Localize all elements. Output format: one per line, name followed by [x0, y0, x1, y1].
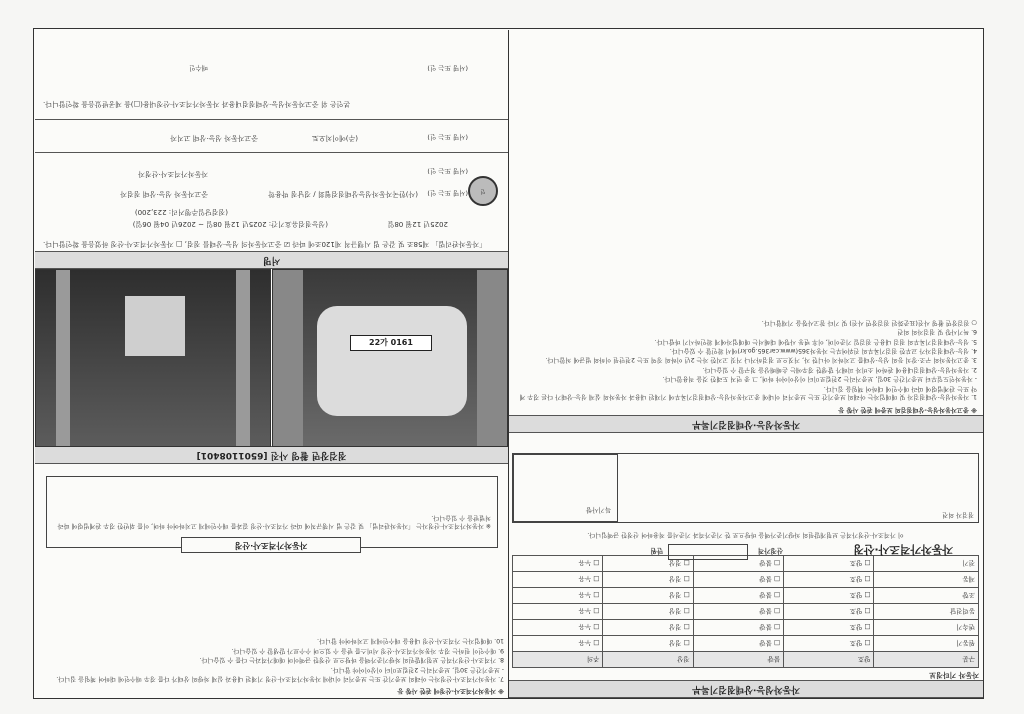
table-cell: □ 양호 [784, 604, 874, 620]
table-cell: 정상 [603, 652, 693, 668]
dealer-sign-label: (서명 또는 인) [427, 133, 468, 141]
table-cell: □ 양호 [784, 636, 874, 652]
buyer-label: 매수인 [189, 64, 208, 72]
right-notice-paragraph: 9. 매수인이 원하는 경우 자동차가격조사·산정 서비스를 받을 수 있으며 수수료가 발생할 수 있습니다. [231, 646, 504, 654]
right-notice-paragraphs [39, 635, 504, 682]
price-note: 이 가격조사·산정가격은 보험개발원의 차량기준가액을 바탕으로 한 기준가격과 기준서를 적용하여 산정한 금액입니다. [587, 531, 904, 538]
left-notice-paragraph: 3. 중고자동차의 구조·장치 등의 성능·상태를 고지하지 아니한 자, 거짓으로 점검하거나 거짓 고지한 자는 2년 이하의 징역 또는 2천만원 이하의 벌금에 처합니다. [545, 356, 977, 364]
divider-2 [35, 119, 508, 120]
left-notice-paragraph: - 자동차인도일부터 보증기간은 30일, 보증거리는 2천킬로미터 이상이어야 하며, 그 중 먼저 도래한 것을 적용합니다. [662, 375, 977, 383]
left-notice-paragraph: 6. 특기사항 및 점검자의 의견 [897, 328, 977, 336]
dealer-name: (주)에이치오토 [311, 134, 358, 142]
left-notice-paragraphs [517, 316, 977, 400]
inspection-photo-front [272, 269, 508, 447]
right-page [35, 30, 508, 698]
buyer-sign-label: (서명 또는 인) [427, 64, 468, 72]
table-cell: □ 누유 [513, 588, 603, 604]
document-frame [33, 28, 984, 699]
table-cell: □ 정상 [603, 572, 693, 588]
table-cell: □ 누유 [513, 620, 603, 636]
table-cell: □ 정상 [603, 556, 693, 572]
notice-bar: 자동차성능·상태점검기록부 [509, 415, 983, 433]
left-notice-paragraph: 2. 자동차성능·상태점검내용에 관하여 소비자 피해가 발생한 경우에는 손해배상을 청구할 수 있습니다. [702, 365, 977, 373]
issue-date: 2025년 12월 08일 [387, 220, 448, 228]
inspector-seal-label: (서명 또는 인) [427, 189, 468, 197]
price-label: 산정가격 [757, 547, 783, 555]
table-cell: 원동기 [874, 636, 979, 652]
left-notice-paragraph: 1. 자동차성능·상태점검자 및 매매업자는 아래의 보증기간 또는 보증거리 이내에 중고자동차성능·상태점검기록부에 기재된 내용과 자동차의 실제 성능·상태가 다른 경우 계약 또는 관계법령에 따라 매수인에 대하여 책임을 집니다. [519, 384, 977, 400]
table-cell: 전기 [874, 556, 979, 572]
table-cell: 양호 [784, 652, 874, 668]
appraisal-notice-title: 자동차가격조사·산정 [181, 537, 361, 553]
left-table-caption: 자동차 기타정보 [929, 671, 979, 679]
table-cell: □ 누유 [513, 572, 603, 588]
buyer-confirmation: 본인은 위 중고자동차성능·상태점검내용과 자동차가격조사·산정내용(□)을 제공받았음을 확인합니다. [43, 100, 351, 108]
table-cell: □ 불량 [693, 620, 783, 636]
opinion-signature-label: 특기사항 [585, 506, 611, 514]
table-row [513, 620, 979, 636]
photo-caption-bar: 점검장면 촬영 사진 [6501108401] [35, 446, 508, 464]
table-cell: □ 불량 [693, 588, 783, 604]
table-cell: 불량 [693, 652, 783, 668]
table-cell: □ 정상 [603, 636, 693, 652]
inspection-table [512, 555, 979, 668]
table-cell: 주의 [513, 652, 603, 668]
table-cell: □ 양호 [784, 556, 874, 572]
table-cell: □ 양호 [784, 588, 874, 604]
table-row [513, 604, 979, 620]
table-cell: □ 누유 [513, 604, 603, 620]
table-cell: 제동 [874, 572, 979, 588]
right-notice-paragraph: 7. 자동차가격조사·산정자는 아래의 보증기간 또는 보증거리 이내에 자동차가격조사·산정 기재된 내용과 실제 차량의 상태가 다를 경우 매수인에 대하여 책임을 집니다. [56, 675, 504, 682]
right-notice-paragraph: 8. 가격조사·산정가격은 보험개발원의 차량기준가액을 바탕으로 산정한 금액이며 매매가격과는 다를 수 있습니다. [199, 656, 504, 664]
appraiser-title: 자동차가격조사·산정자 [138, 170, 208, 178]
left-notice-paragraph: ○ 점검장면 촬영 사진(표준화된 점검장면 사진) 및 기타 참고사항을 기재합니다. [761, 318, 977, 326]
appraiser-sign-label: (서명 또는 인) [427, 167, 468, 175]
left-notice-paragraph: 5. 성능·상태점검기록부의 점검 내용은 점검일 기준이며, 이후 변동 사항에 대해서는 매매업자에게 확인하시기 바랍니다. [654, 337, 977, 345]
table-cell: □ 정상 [603, 588, 693, 604]
table-cell: 동력전달 [874, 604, 979, 620]
price-input-box [668, 544, 748, 560]
table-row [513, 588, 979, 604]
inspector-name: (사)한국자동차성능상태점검협회 / 경남점 박용학 [268, 190, 418, 198]
validity-period: (성능점검유효기간: 2025년 12월 08일 ~ 2026년 04월 06일) [132, 220, 328, 228]
divider-1 [35, 152, 508, 153]
table-cell: 변속기 [874, 620, 979, 636]
table-cell: □ 정상 [603, 604, 693, 620]
right-notice-paragraph: - 보증기간은 30일, 보증거리는 2천킬로미터 이상이어야 합니다. [330, 665, 504, 673]
left-page [508, 30, 983, 698]
right-notice-paragraph: 10. 매매업자는 가격조사·산정 내용을 매수인에게 고지하여야 합니다. [317, 637, 504, 645]
table-cell: □ 불량 [693, 556, 783, 572]
left-title-bar: 자동차성능·상태점검기록부 [509, 680, 983, 698]
price-unit: 만원 [650, 547, 663, 555]
appraisal-notice-text: ※ 자동차가격조사·산정자는 「자동차관리법」 및 같은 법 시행규칙에 따라 가격조사·산정 결과를 매수인에게 고지하여야 하며, 이를 위반한 경우 관계법령에 따라 처벌받을 수 있습니다. [57, 513, 491, 529]
right-notice-header: ※ 자동차가격조사·산정에 관한 사항 등 [397, 687, 504, 694]
table-cell: □ 정상 [603, 620, 693, 636]
table-cell: □ 불량 [693, 604, 783, 620]
table-cell: □ 불량 [693, 572, 783, 588]
license-plate: 22가 0161 [350, 335, 432, 351]
inspection-photo-rear [35, 269, 271, 447]
table-cell: □ 누유 [513, 636, 603, 652]
left-notice-header: ※ 중고자동차성능·상태점검의 보증에 관한 사항 등 [838, 406, 977, 413]
opinion-box [512, 453, 979, 523]
opinion-signature-cell [513, 454, 618, 522]
inspector-seal: 인 [468, 176, 498, 206]
table-row [513, 636, 979, 652]
table-cell: □ 양호 [784, 620, 874, 636]
table-cell: □ 불량 [693, 636, 783, 652]
table-row [513, 652, 979, 668]
appraisal-notice-box [46, 476, 498, 548]
opinion-box-label: 점검자 의견 [942, 511, 974, 518]
dealer-title: 중고자동차 성능·상태 고지자 [170, 134, 258, 142]
inspector-title: 중고자동차 성능·상태 점검자 [120, 190, 208, 198]
table-cell: 구분 [874, 652, 979, 668]
table-cell: 조향 [874, 588, 979, 604]
mileage: (점검당일주행거리: 223,200) [134, 208, 228, 216]
left-notice-paragraph: 4. 성능·상태점검자가 교부한 점검기록부의 진위여부는 자동차365(www.car365.go.kr)에서 확인할 수 있습니다. [669, 346, 977, 354]
confirmation-statement: 「자동차관리법」 제58조 및 같은 법 시행규칙 제120조에 따라 ☑ 중고자동차의 성능·상태를 점검, □ 자동차가격조사·산정 하였음을 확인합니다. [43, 240, 487, 248]
table-row [513, 572, 979, 588]
appraisal-section-title: 자동차가격조사·산정 [853, 543, 953, 556]
signature-bar: 서명 [35, 251, 508, 269]
table-cell: □ 누유 [513, 556, 603, 572]
table-cell: □ 양호 [784, 572, 874, 588]
